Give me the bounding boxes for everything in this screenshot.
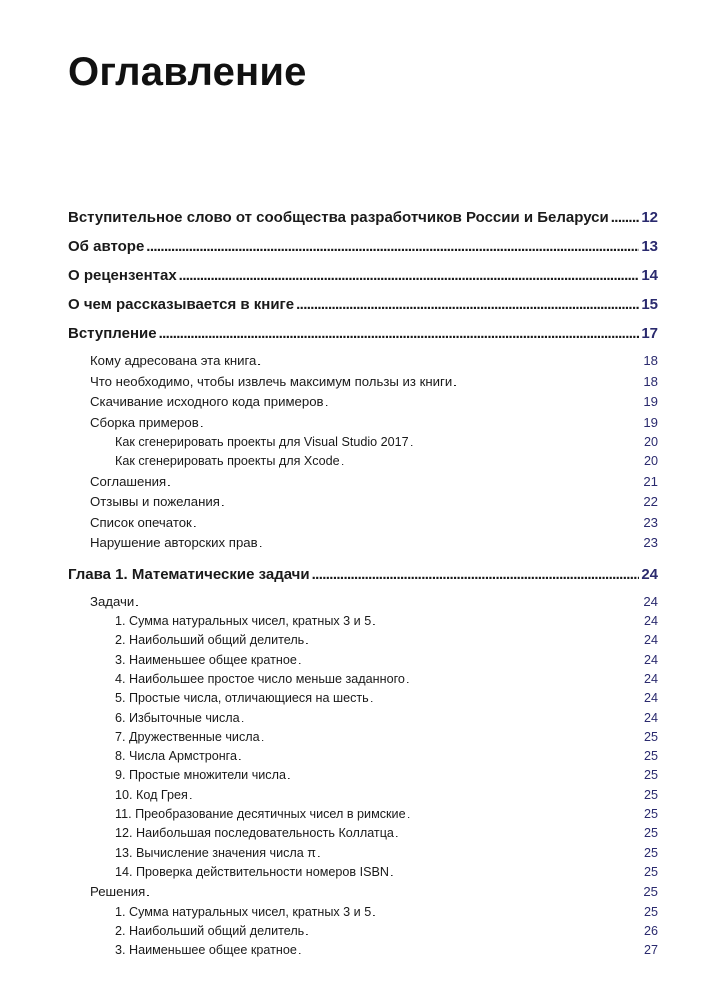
toc-dot-leader — [260, 534, 642, 555]
toc-dot-leader — [168, 473, 641, 494]
toc-entry[interactable] — [68, 351, 658, 372]
toc-entry-title: Сборка примеров — [90, 414, 199, 430]
toc-entry-page: 12 — [641, 209, 658, 226]
toc-entry-page: 25 — [643, 749, 658, 764]
toc-entry-title: Что необходимо, чтобы извлечь максимум пользы из книги — [90, 373, 453, 389]
toc-entry-title: 2. Наибольший общий делитель — [115, 924, 305, 939]
toc-entry[interactable] — [68, 203, 658, 232]
toc-entry-title: Кому адресована эта книга — [90, 353, 257, 368]
toc-entry[interactable] — [68, 372, 658, 393]
toc-entry-page: 24 — [643, 710, 658, 725]
toc-entry[interactable] — [68, 492, 658, 513]
toc-entry[interactable] — [68, 670, 658, 689]
toc-entry[interactable] — [68, 592, 658, 613]
toc-dot-leader — [147, 883, 641, 904]
toc-dot-leader — [306, 632, 642, 651]
toc-entry-page: 25 — [643, 904, 658, 919]
toc-entry[interactable] — [68, 922, 658, 941]
toc-entry-page: 24 — [643, 593, 658, 609]
toc-entry-title: О рецензентах — [68, 267, 177, 284]
toc-entry-page: 25 — [643, 826, 658, 841]
toc-entry[interactable] — [68, 261, 658, 290]
toc-dot-leader — [373, 904, 642, 923]
toc-entry[interactable] — [68, 863, 658, 882]
toc-entry-title: 5. Простые числа, отличающиеся на шесть — [115, 691, 369, 706]
toc-entry[interactable] — [68, 612, 658, 631]
toc-dot-leader — [146, 232, 639, 261]
toc-entry-title: Задачи — [90, 593, 135, 609]
toc-entry-title: 8. Числа Армстронга — [115, 749, 237, 764]
toc-dot-leader — [299, 942, 642, 961]
toc-dot-leader — [190, 787, 642, 806]
toc-entry[interactable] — [68, 728, 658, 747]
toc-dot-leader — [371, 690, 642, 709]
toc-dot-leader — [312, 560, 640, 589]
toc-entry[interactable] — [68, 392, 658, 413]
toc-dot-leader — [318, 845, 642, 864]
toc-entry-page: 25 — [643, 807, 658, 822]
toc-dot-leader — [396, 825, 642, 844]
toc-entry[interactable] — [68, 513, 658, 534]
toc-entry[interactable] — [68, 560, 658, 589]
toc-dot-leader — [299, 652, 642, 671]
toc-entry-title: 7. Дружественные числа — [115, 729, 260, 744]
toc-entry[interactable] — [68, 631, 658, 650]
toc-entry-title: Скачивание исходного кода примеров — [90, 394, 324, 409]
toc-entry-page: 25 — [643, 864, 658, 879]
toc-entry-title: 6. Избыточные числа — [115, 710, 240, 725]
toc-entry-page: 24 — [643, 671, 658, 686]
toc-entry-page: 22 — [643, 494, 658, 510]
toc-entry[interactable] — [68, 651, 658, 670]
toc-entry-page: 20 — [643, 435, 658, 449]
toc-entry-title: Список опечаток — [90, 514, 192, 530]
toc-dot-leader — [179, 261, 640, 290]
toc-entry[interactable] — [68, 319, 658, 348]
toc-entry-title: 11. Преобразование десятичных чисел в римские — [115, 807, 406, 822]
toc-dot-leader — [159, 319, 640, 348]
toc-entry-title: 14. Проверка действительности номеров ISBN — [115, 864, 389, 879]
toc-entry-title: 9. Простые множители числа — [115, 768, 286, 783]
toc-entry-page: 23 — [643, 514, 658, 530]
toc-entry-page: 23 — [643, 535, 658, 551]
toc-entry-page: 25 — [643, 884, 658, 900]
toc-entry-title: Решения — [90, 884, 146, 900]
toc-entry[interactable] — [68, 824, 658, 843]
toc-entry-title: Соглашения — [90, 473, 167, 489]
toc-entry-title: 12. Наибольшая последовательность Коллатца — [115, 826, 394, 841]
toc-dot-leader — [408, 806, 642, 825]
toc-entry-page: 25 — [643, 787, 658, 802]
toc-dot-leader — [258, 352, 641, 373]
toc-entry[interactable] — [68, 747, 658, 766]
toc-entry-page: 14 — [641, 267, 658, 284]
toc-dot-leader — [201, 414, 642, 435]
toc-entry[interactable] — [68, 452, 658, 471]
toc-dot-leader — [288, 767, 642, 786]
toc-entry-page: 24 — [643, 691, 658, 706]
toc-entry-page: 17 — [641, 325, 658, 342]
toc-entry[interactable] — [68, 844, 658, 863]
toc-dot-leader — [136, 593, 641, 614]
toc-entry[interactable] — [68, 882, 658, 903]
toc-entry-page: 24 — [643, 614, 658, 629]
toc-entry-title: Вступительное слово от сообщества разработчиков России и Беларуси — [68, 209, 609, 226]
toc-dot-leader — [407, 671, 642, 690]
toc-dot-leader — [611, 203, 640, 232]
toc-dot-leader — [454, 373, 641, 394]
toc-dot-leader — [239, 748, 642, 767]
toc-dot-leader — [342, 453, 642, 472]
toc-dot-leader — [296, 290, 639, 319]
toc-entry[interactable] — [68, 709, 658, 728]
toc-dot-leader — [373, 613, 642, 632]
toc-entry-page: 19 — [643, 414, 658, 430]
toc-entry-title: Вступление — [68, 325, 157, 342]
toc-entry-title: Отзывы и пожелания — [90, 494, 220, 510]
toc-entry-title: 10. Код Грея — [115, 787, 188, 802]
toc-entry-title: 4. Наибольшее простое число меньше заданного — [115, 671, 405, 686]
toc-entry[interactable] — [68, 903, 658, 922]
page-title: Оглавление — [68, 50, 307, 94]
toc-entry-page: 25 — [643, 768, 658, 783]
toc-entry-page: 15 — [641, 296, 658, 313]
toc-entry-title: 1. Сумма натуральных чисел, кратных 3 и 5 — [115, 904, 372, 919]
toc-entry-page: 26 — [643, 924, 658, 939]
toc-entry-title: Глава 1. Математические задачи — [68, 565, 310, 583]
toc-entry[interactable] — [68, 232, 658, 261]
toc-entry[interactable] — [68, 472, 658, 493]
toc-entry[interactable] — [68, 413, 658, 434]
toc-entry-page: 18 — [643, 373, 658, 389]
toc-entry-title: 3. Наименьшее общее кратное — [115, 943, 297, 958]
toc-entry[interactable] — [68, 290, 658, 319]
toc-entry-title: О чем рассказывается в книге — [68, 296, 295, 313]
toc-entry-page: 25 — [643, 845, 658, 860]
toc-entry[interactable] — [68, 533, 658, 554]
toc-entry-page: 24 — [643, 633, 658, 648]
toc-dot-leader — [194, 514, 642, 535]
toc-entry-page: 25 — [643, 729, 658, 744]
toc-dot-leader — [306, 923, 642, 942]
toc-entry-page: 20 — [643, 454, 658, 469]
toc-entry-title: Нарушение авторских прав — [90, 535, 258, 551]
toc-entry-title: Как сгенерировать проекты для Visual Studio 2017 — [115, 435, 409, 449]
toc-entry-page: 13 — [641, 238, 658, 255]
toc-entry[interactable] — [68, 689, 658, 708]
toc-entry-page: 21 — [643, 473, 658, 489]
toc-entry-title: 2. Наибольший общий делитель — [115, 633, 305, 648]
toc-entry-page: 19 — [643, 394, 658, 409]
toc-entry-page: 27 — [643, 943, 658, 958]
toc-entry-title: Об авторе — [68, 238, 145, 255]
table-of-contents — [68, 203, 658, 961]
toc-entry-title: Как сгенерировать проекты для Xcode — [115, 454, 340, 469]
toc-dot-leader — [411, 434, 642, 453]
toc-entry[interactable] — [68, 786, 658, 805]
toc-entry-title: 13. Вычисление значения числа π — [115, 845, 316, 860]
toc-entry-title: 1. Сумма натуральных чисел, кратных 3 и 5 — [115, 614, 372, 629]
toc-entry-page: 24 — [641, 565, 658, 583]
toc-dot-leader — [326, 393, 642, 414]
toc-entry-page: 24 — [643, 652, 658, 667]
toc-entry[interactable] — [68, 805, 658, 824]
toc-entry[interactable] — [68, 766, 658, 785]
toc-dot-leader — [222, 493, 641, 514]
toc-entry-title: 3. Наименьшее общее кратное — [115, 652, 297, 667]
toc-entry-page: 18 — [643, 353, 658, 368]
toc-entry[interactable] — [68, 433, 658, 452]
toc-entry[interactable] — [68, 941, 658, 960]
toc-dot-leader — [242, 710, 642, 729]
toc-dot-leader — [391, 864, 642, 883]
toc-dot-leader — [262, 729, 642, 748]
